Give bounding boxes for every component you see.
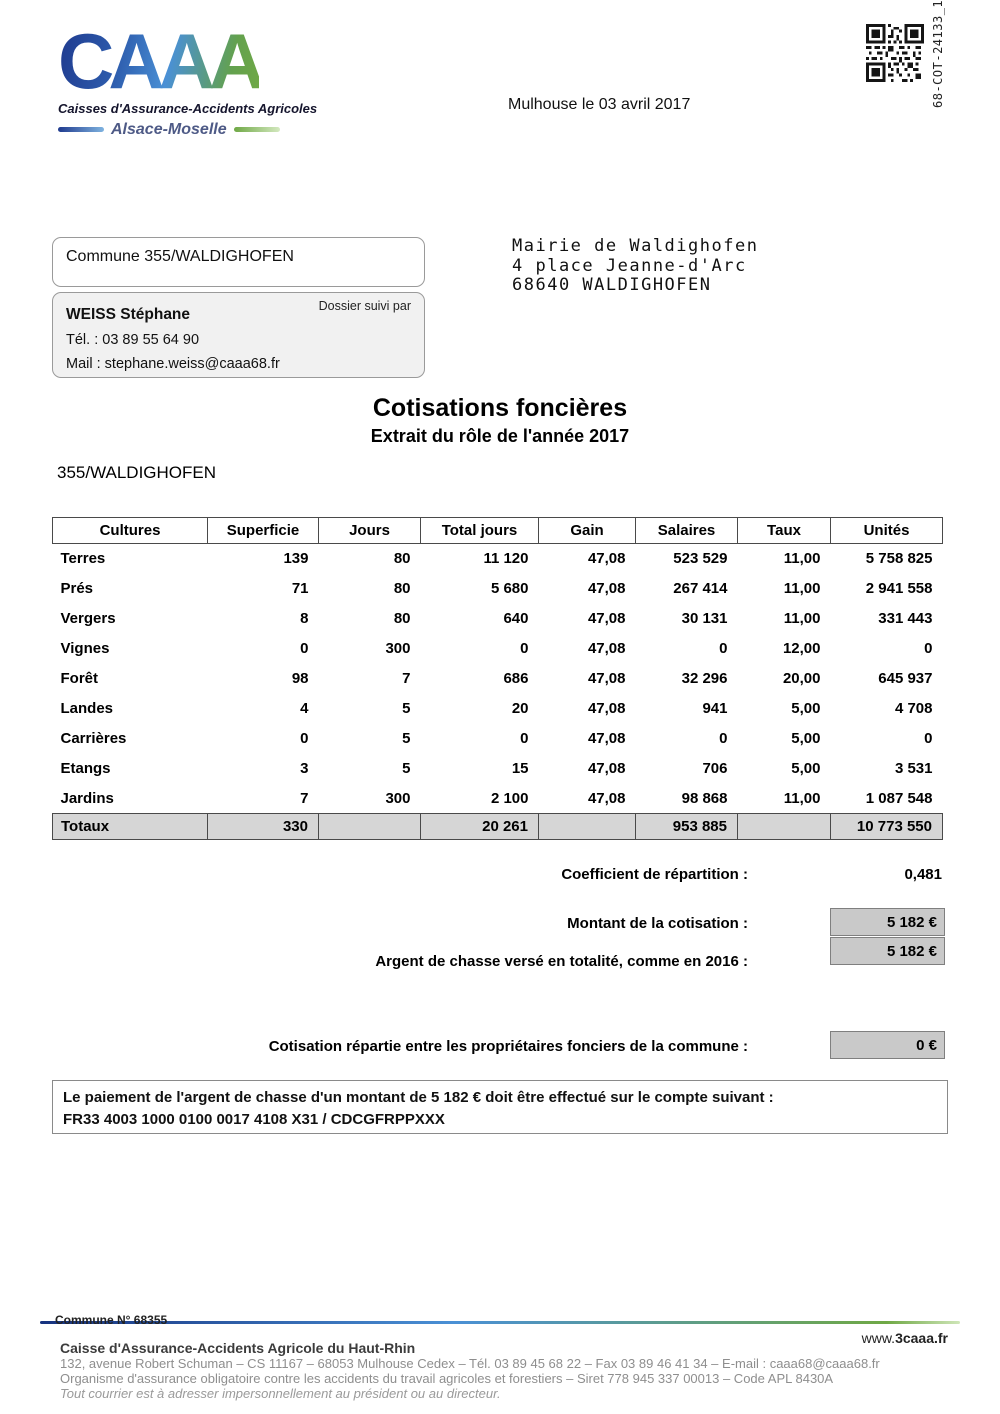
table-row <box>53 574 943 604</box>
value-cell: 706 <box>702 760 728 777</box>
column-header: Superficie <box>208 518 319 544</box>
value-cell: 71 <box>291 580 309 597</box>
value-cell: 7 <box>300 789 309 807</box>
page-title: Cotisations foncières <box>372 394 628 422</box>
caaa-logo <box>58 17 318 139</box>
argent-chasse-value-box: 5 182 € <box>830 937 945 965</box>
value-cell: 20,00 <box>782 670 821 687</box>
value-cell: 0 <box>924 640 933 657</box>
culture-name-cell: Vignes <box>60 640 110 657</box>
value-cell: 300 <box>385 640 411 657</box>
column-header: Jours <box>319 518 421 544</box>
value-cell: 267 414 <box>673 580 728 597</box>
culture-name-cell: Carrières <box>60 730 127 747</box>
value-cell: 15 <box>511 760 529 777</box>
value-cell: 2 941 558 <box>865 580 933 597</box>
footer-note: Tout courrier est à adresser impersonnellement au président ou au directeur. <box>60 1386 501 1401</box>
column-header: Gain <box>539 518 636 544</box>
footer-org-line: Organisme d'assurance obligatoire contre les accidents du travail agricoles et forestiers – Siret 778 945 337 00013 – Code APL 8430A <box>60 1371 834 1386</box>
value-cell: 0 <box>719 730 728 747</box>
value-cell: 0 <box>520 730 529 747</box>
value-cell: 1 087 548 <box>865 789 933 807</box>
culture-name-cell: Vergers <box>60 610 116 627</box>
totals-value-cell <box>738 814 831 840</box>
table-header-row <box>53 518 943 544</box>
column-header: Salaires <box>636 518 738 544</box>
value-cell: 47,08 <box>587 550 626 568</box>
value-cell: 0 <box>300 730 309 747</box>
totals-value-cell: 10 773 550 <box>831 814 943 840</box>
totals-value-cell: 330 <box>208 814 319 840</box>
value-cell: 11 120 <box>483 550 529 568</box>
table-row <box>53 604 943 634</box>
coefficient-label: Coefficient de répartition : <box>561 866 748 883</box>
value-cell: 20 <box>511 700 529 717</box>
value-cell: 47,08 <box>587 700 626 717</box>
table-row <box>53 784 943 814</box>
coefficient-value: 0,481 <box>904 866 942 883</box>
value-cell: 11,00 <box>783 789 821 807</box>
repartition-label: Cotisation répartie entre les propriétaires fonciers de la commune : <box>268 1038 748 1055</box>
commune-box-label: Commune 355/WALDIGHOFEN <box>66 248 294 265</box>
region-line-green <box>234 127 280 132</box>
value-cell: 645 937 <box>878 670 933 687</box>
contact-box <box>52 292 425 378</box>
column-header: Unités <box>831 518 943 544</box>
value-cell: 5 758 825 <box>865 550 933 568</box>
table-body <box>53 544 943 814</box>
culture-name-cell: Jardins <box>60 789 114 807</box>
culture-name-cell: Terres <box>60 550 106 568</box>
commune-box <box>52 237 425 287</box>
value-cell: 11,00 <box>783 580 821 597</box>
payment-line-2: FR33 4003 1000 0100 0017 4108 X31 / CDCGFRPPXXX <box>63 1111 445 1128</box>
totals-value-cell <box>539 814 636 840</box>
cotisations-table <box>52 517 943 840</box>
value-cell: 32 296 <box>681 670 728 687</box>
totals-value-cell: 953 885 <box>636 814 738 840</box>
column-header: Taux <box>738 518 831 544</box>
logo-subtitle: Caisses d'Assurance-Accidents Agricoles <box>58 100 318 116</box>
recipient-line: 68640 WALDIGHOFEN <box>512 275 712 295</box>
value-cell: 5 <box>402 730 411 747</box>
table-row <box>53 544 943 574</box>
value-cell: 47,08 <box>587 730 626 747</box>
payment-instructions-box <box>52 1080 948 1134</box>
website-prefix: www. <box>861 1330 896 1346</box>
value-cell: 4 708 <box>894 700 933 717</box>
website-domain: 3caaa.fr <box>895 1330 948 1346</box>
value-cell: 686 <box>503 670 529 687</box>
value-cell: 2 100 <box>490 789 529 807</box>
value-cell: 98 <box>291 670 309 687</box>
value-cell: 80 <box>393 580 411 597</box>
culture-name-cell: Etangs <box>60 760 111 777</box>
argent-chasse-label: Argent de chasse versé en totalité, comme en 2016 : <box>375 953 748 970</box>
value-cell: 0 <box>719 640 728 657</box>
footer-gradient-rule <box>40 1321 960 1324</box>
footer-address-line: 132, avenue Robert Schuman – CS 11167 – 68053 Mulhouse Cedex – Tél. 03 89 45 68 22 – Fax 03 89 46 41 34 – E-mail : caaa68@caaa68.fr <box>60 1356 880 1371</box>
footer-commune-ref: Commune N° 68355 <box>55 1313 168 1327</box>
value-cell: 5 <box>402 760 411 777</box>
value-cell: 5 <box>402 700 411 717</box>
value-cell: 300 <box>385 789 411 807</box>
culture-name-cell: Prés <box>60 580 94 597</box>
payment-line-1: Le paiement de l'argent de chasse d'un montant de 5 182 € doit être effectué sur le compte suivant : <box>63 1089 774 1106</box>
value-cell: 98 868 <box>681 789 728 807</box>
value-cell: 80 <box>393 610 411 627</box>
value-cell: 331 443 <box>878 610 933 627</box>
recipient-line: Mairie de Waldighofen <box>512 236 759 256</box>
date-line: Mulhouse le 03 avril 2017 <box>508 96 691 113</box>
value-cell: 4 <box>300 700 309 717</box>
contact-mail: Mail : stephane.weiss@caaa68.fr <box>66 356 280 372</box>
value-cell: 5,00 <box>791 730 821 747</box>
recipient-line: 4 place Jeanne-d'Arc <box>512 255 747 276</box>
value-cell: 47,08 <box>587 670 626 687</box>
document-reference: 68-COT-24133_1 <box>931 0 945 108</box>
value-cell: 30 131 <box>681 610 728 627</box>
totals-value-cell <box>319 814 421 840</box>
region-line-blue <box>58 127 104 132</box>
value-cell: 47,08 <box>587 640 626 657</box>
table-row <box>53 754 943 784</box>
value-cell: 523 529 <box>673 550 728 568</box>
value-cell: 8 <box>300 610 309 627</box>
value-cell: 139 <box>283 550 309 568</box>
value-cell: 12,00 <box>782 640 821 657</box>
table-row <box>53 694 943 724</box>
table-row <box>53 724 943 754</box>
value-cell: 11,00 <box>783 610 821 627</box>
recipient-address <box>512 237 758 296</box>
value-cell: 47,08 <box>587 580 626 597</box>
totals-value-cell: 20 261 <box>421 814 539 840</box>
value-cell: 11,00 <box>783 550 821 568</box>
table-row <box>53 664 943 694</box>
repartition-value-box: 0 € <box>830 1031 945 1059</box>
value-cell: 7 <box>402 670 411 687</box>
value-cell: 5 680 <box>490 580 529 597</box>
table-totals-row <box>53 814 943 840</box>
dossier-tag: Dossier suivi par <box>318 299 411 313</box>
value-cell: 47,08 <box>587 760 626 777</box>
value-cell: 5,00 <box>791 700 821 717</box>
contact-name: WEISS Stéphane <box>66 306 191 323</box>
logo-acronym: CAAA <box>58 17 260 105</box>
logo-region-row <box>58 121 294 139</box>
montant-label: Montant de la cotisation : <box>567 915 748 932</box>
value-cell: 80 <box>393 550 411 568</box>
commune-label: 355/WALDIGHOFEN <box>57 463 217 482</box>
value-cell: 47,08 <box>587 610 626 627</box>
value-cell: 0 <box>924 730 933 747</box>
value-cell: 5,00 <box>791 760 821 777</box>
value-cell: 640 <box>503 610 529 627</box>
page-subtitle: Extrait du rôle de l'année 2017 <box>370 426 630 446</box>
value-cell: 3 <box>300 760 309 777</box>
column-header: Cultures <box>53 518 208 544</box>
culture-name-cell: Landes <box>60 700 114 717</box>
culture-name-cell: Forêt <box>60 670 98 687</box>
contact-phone: Tél. : 03 89 55 64 90 <box>66 332 200 348</box>
column-header: Total jours <box>421 518 539 544</box>
value-cell: 941 <box>702 700 728 717</box>
totals-label-cell: Totaux <box>53 814 208 840</box>
qr-code-icon <box>866 24 924 82</box>
table-row <box>53 634 943 664</box>
value-cell: 0 <box>520 640 529 657</box>
footer-website <box>740 1330 948 1346</box>
logo-region: Alsace-Moselle <box>111 120 227 138</box>
montant-value-box: 5 182 € <box>830 908 945 936</box>
value-cell: 0 <box>300 640 309 657</box>
value-cell: 3 531 <box>894 760 933 777</box>
value-cell: 47,08 <box>587 789 626 807</box>
footer-org-name: Caisse d'Assurance-Accidents Agricole du Haut-Rhin <box>60 1340 416 1356</box>
